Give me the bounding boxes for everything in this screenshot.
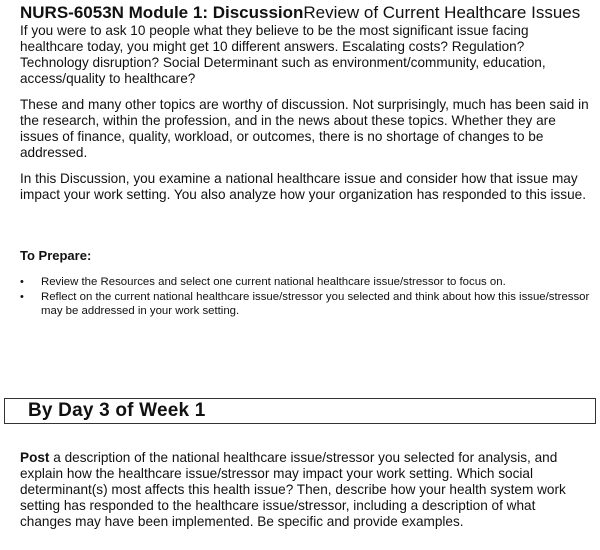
post-lead-word: Post [20,450,50,465]
list-item [20,275,592,289]
document-body [20,0,592,319]
context-paragraph: These and many other topics are worthy of discussion. Not surprisingly, much has been said in the research, within the profession, and in the news about these topics. Whether they are issues of finance, quality, workload, or outcomes, there is no shortage of changes to be addressed. [20,97,589,160]
list-item [20,290,592,318]
title-topic: Review of Current Healthcare Issues [303,3,581,22]
bullet-icon: • [20,276,24,288]
discussion-overview-paragraph: In this Discussion, you examine a national healthcare issue and consider how that issue may impact your work setting. You also analyze how your organization has responded to this issue. [20,171,586,202]
day-3-header-box [4,398,596,424]
page-title [20,3,592,22]
title-course-code: NURS-6053N Module 1: Discussion [20,3,304,22]
bullet-icon: • [20,291,24,303]
list-item-text: Review the Resources and select one current national healthcare issue/stressor to focus on. [41,276,506,288]
to-prepare-heading: To Prepare: [20,248,92,263]
day-3-heading: By Day 3 of Week 1 [28,400,206,421]
intro-paragraph: If you were to ask 10 people what they believe to be the most significant issue facing healthcare today, you might get 10 different answers. Escalating costs? Regulation? Technology disruption? Social Determinant such as environment/community, education, access/quality to healthcare? [20,23,546,86]
to-prepare-list [20,275,592,318]
list-item-text: Reflect on the current national healthcare issue/stressor you selected and think about how this issue/stressor may be addressed in your work setting. [41,291,590,317]
post-instructions-text: a description of the national healthcare issue/stressor you selected for analysis, and explain how the healthcare issue/stressor may impact your work setting. Which social determinant(s) most affects this health issue? Then, describe how your health system work setting has responded to the healthcare issue/stressor, including a description of what changes may have been implemented. Be specific and provide examples. [20,450,566,529]
post-instructions-paragraph [20,450,588,530]
